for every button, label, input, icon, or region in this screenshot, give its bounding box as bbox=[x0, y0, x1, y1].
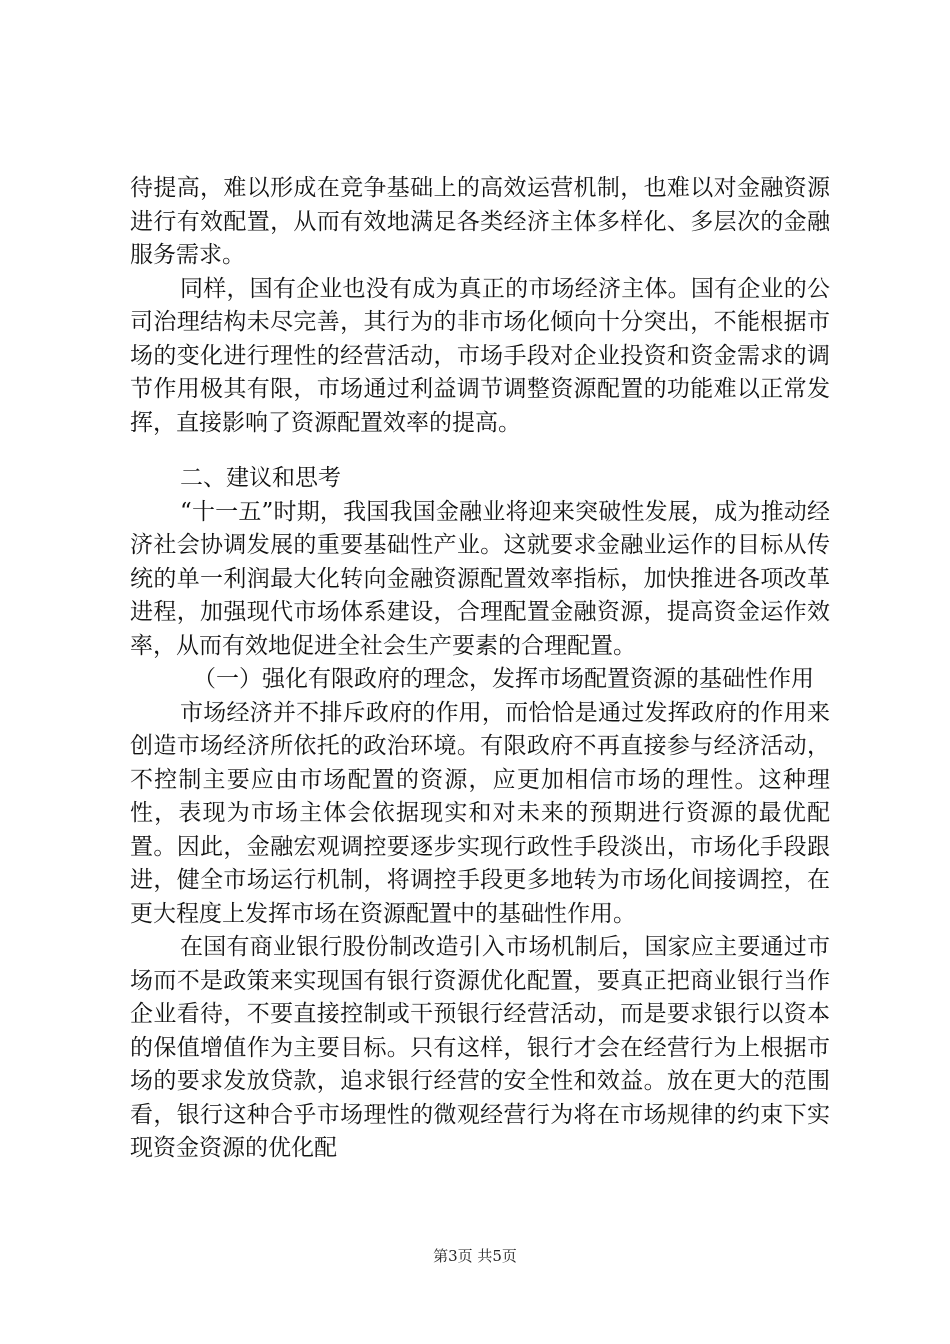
section-heading-suggestions: 二、建议和思考 bbox=[180, 465, 341, 491]
subheading-limited-government: （一）强化有限政府的理念，发挥市场配置资源的基础性作用 bbox=[193, 666, 814, 692]
paragraph-commercial-banks: 在国有商业银行股份制改造引入市场机制后，国家应主要通过市场而不是政策来实现国有银行资源优化配置，要真正把商业银行当作企业看待，不要直接控制或干预银行经营活动，而是要求银行以资本的保值增值作为主要目标。只有这样，银行才会在经营行为上根据市场的要求发放贷款，追求银行经营的安全性和效益。放在更大的范围看，银行这种合乎市场理性的微观经营行为将在市场规律的约束下实现资金资源的优化配 bbox=[130, 934, 830, 1161]
page-footer: 第3页 共5页 bbox=[433, 1247, 517, 1265]
document-body bbox=[130, 172, 830, 1166]
paragraph-eleventh-five-year: “十一五”时期，我国我国金融业将迎来突破性发展，成为推动经济社会协调发展的重要基础性产业。这就要求金融业运作的目标从传统的单一利润最大化转向金融资源配置效率指标，加快推进各项改革进程，加强现代市场体系建设，合理配置金融资源，提高资金运作效率，从而有效地促进全社会生产要素的合理配置。 bbox=[130, 498, 830, 659]
paragraph-continuation: 待提高，难以形成在竞争基础上的高效运营机制，也难以对金融资源进行有效配置，从而有效地满足各类经济主体多样化、多层次的金融服务需求。 bbox=[130, 175, 830, 268]
paragraph-market-economy: 市场经济并不排斥政府的作用，而恰恰是通过发挥政府的作用来创造市场经济所依托的政治环境。有限政府不再直接参与经济活动，不控制主要应由市场配置的资源，应更加相信市场的理性。这种理性，表现为市场主体会依据现实和对未来的预期进行资源的最优配置。因此，金融宏观调控要逐步实现行政性手段淡出，市场化手段跟进，健全市场运行机制，将调控手段更多地转为市场化间接调控，在更大程度上发挥市场在资源配置中的基础性作用。 bbox=[130, 699, 830, 927]
paragraph-state-enterprises: 同样，国有企业也没有成为真正的市场经济主体。国有企业的公司治理结构未尽完善，其行为的非市场化倾向十分突出，不能根据市场的变化进行理性的经营活动，市场手段对企业投资和资金需求的调节作用极其有限，市场通过利益调节调整资源配置的功能难以正常发挥，直接影响了资源配置效率的提高。 bbox=[130, 275, 830, 436]
